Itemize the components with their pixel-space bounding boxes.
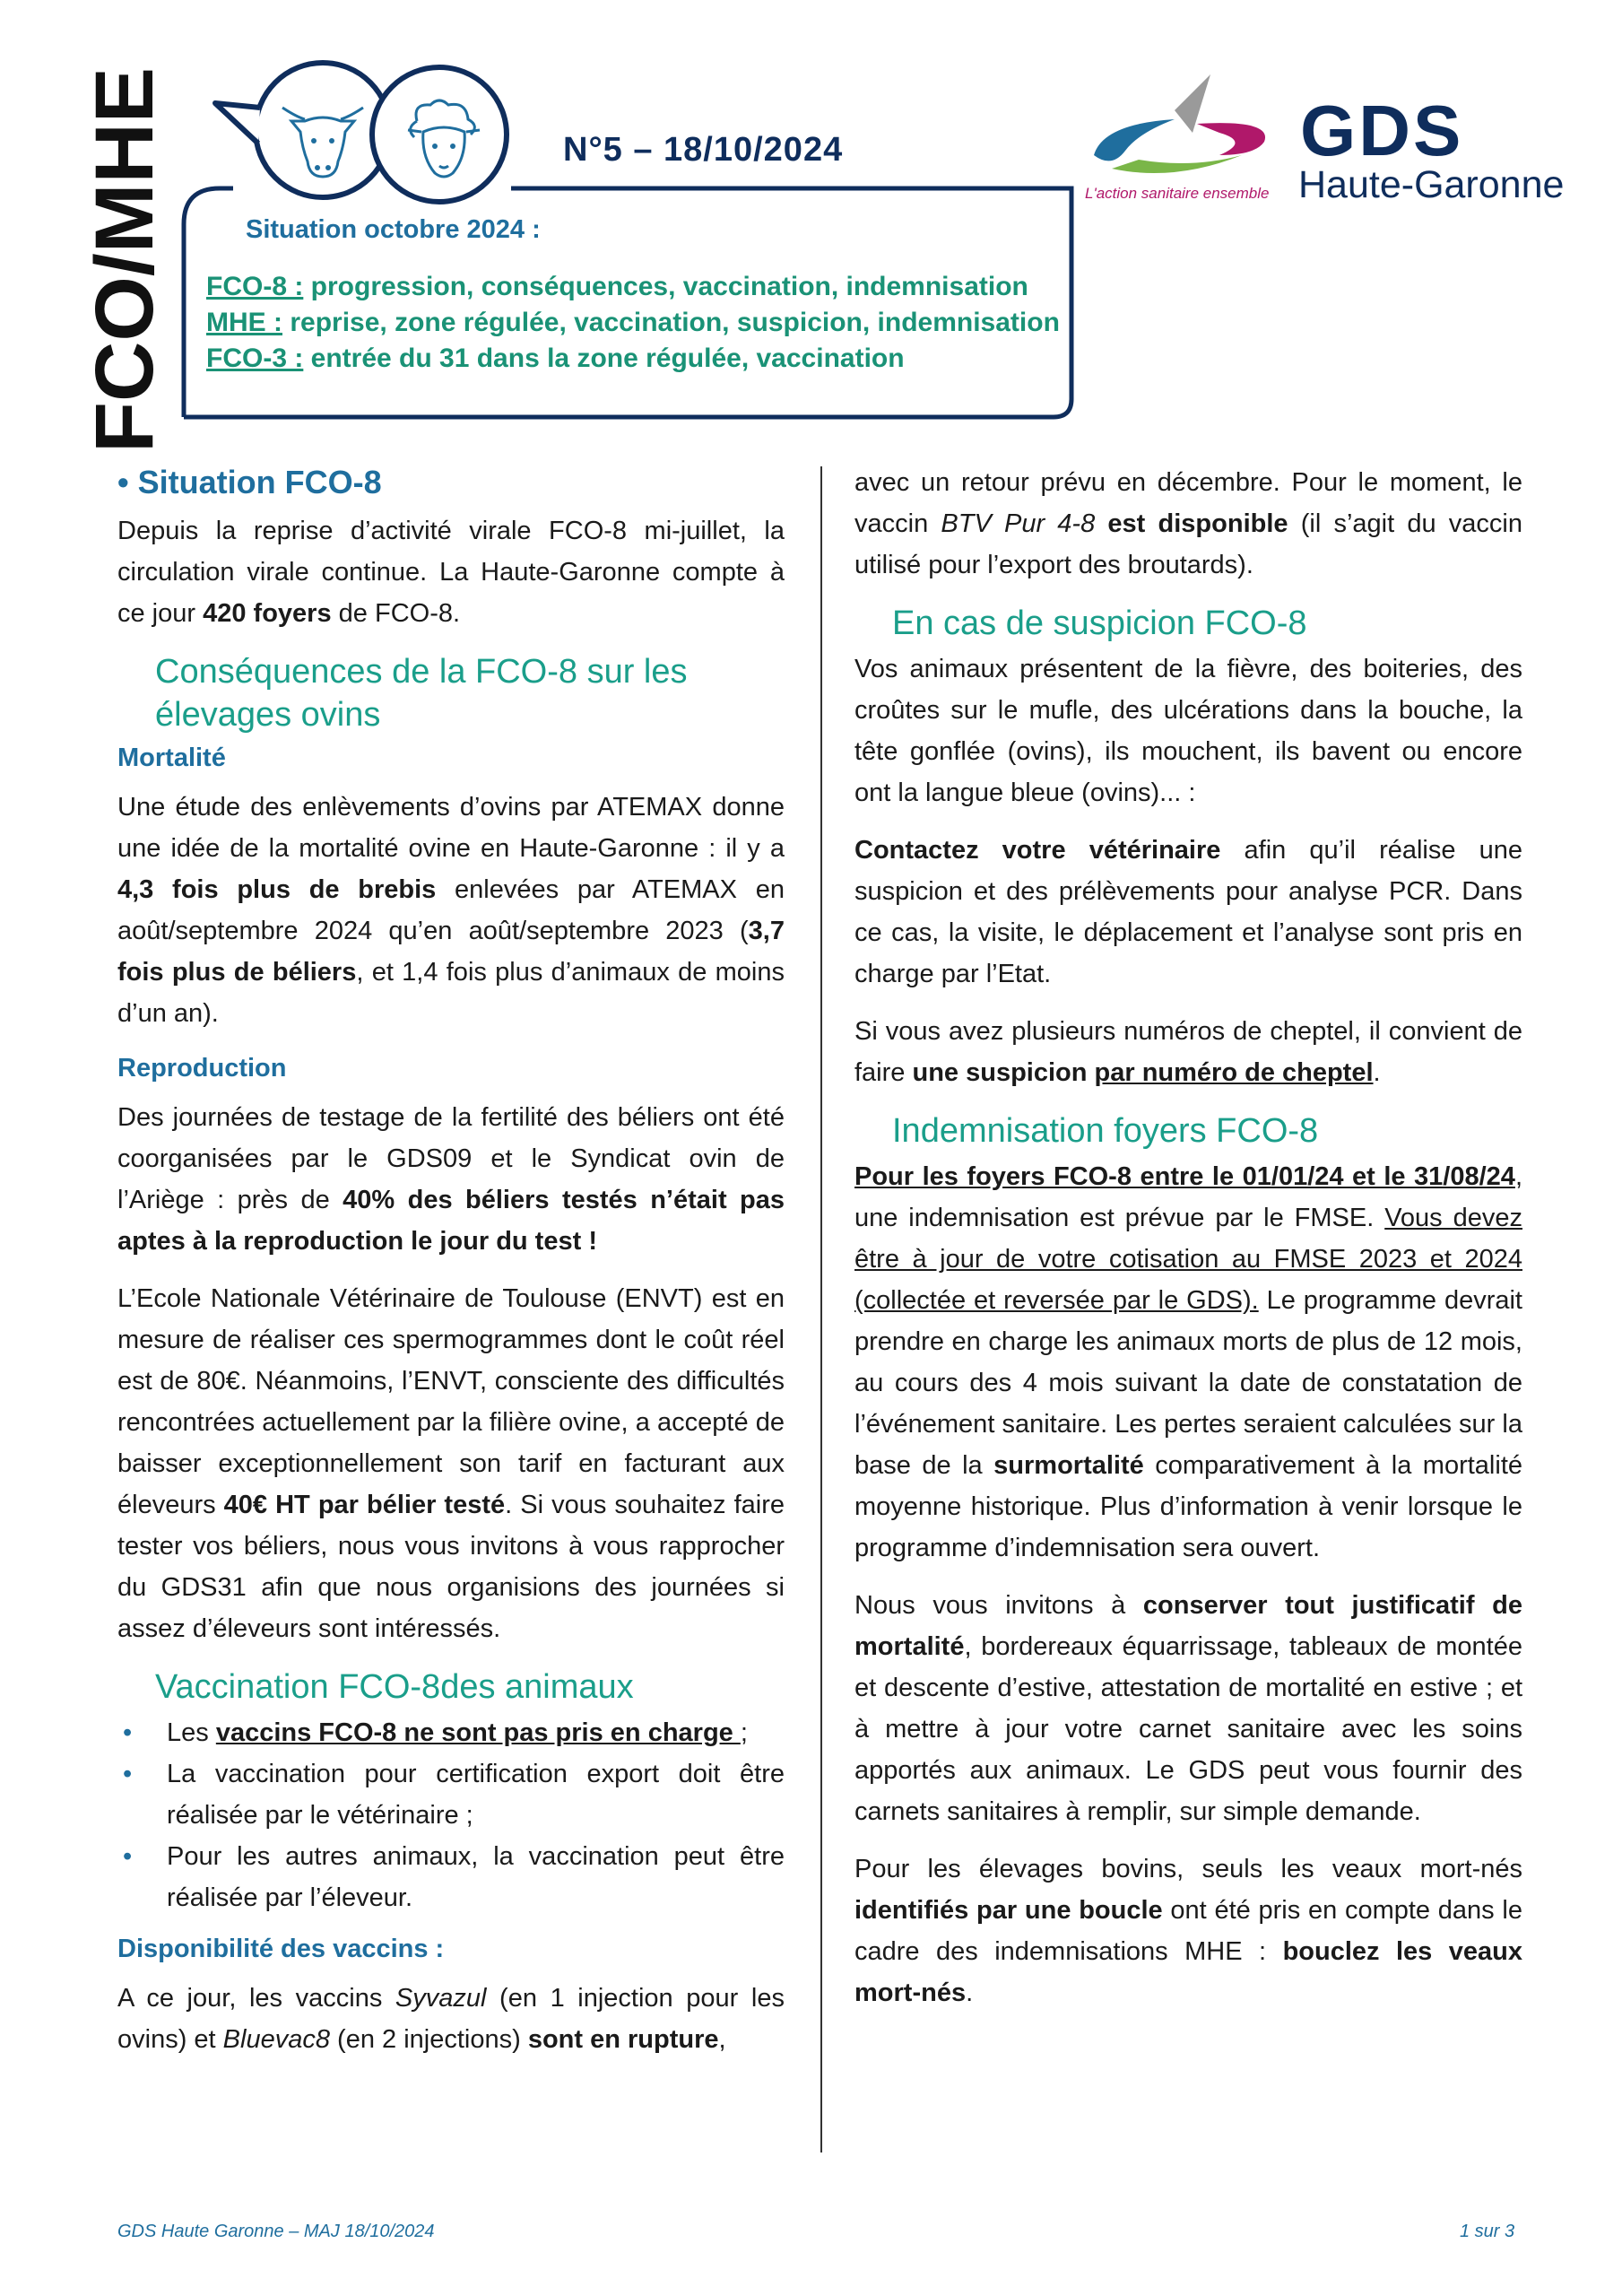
paragraph-indemn-1 bbox=[854, 1156, 1522, 1569]
text: (en 2 injections) bbox=[329, 2025, 528, 2054]
heading-reproduction: Reproduction bbox=[117, 1054, 287, 1083]
summary-list bbox=[206, 269, 1060, 377]
summary-key: MHE : bbox=[206, 308, 282, 337]
bold-text: Contactez votre vétérinaire bbox=[854, 836, 1221, 865]
paragraph-mortalite bbox=[117, 787, 785, 1034]
gds-logo bbox=[1085, 70, 1569, 213]
italic-text: BTV Pur 4-8 bbox=[941, 509, 1096, 538]
paragraph-continuation bbox=[854, 462, 1522, 586]
text: Vous devez être à jour de votre cotisation au FMSE 2023 et 2024 (collectée et reversée par le GDS). bbox=[854, 1204, 1522, 1315]
summary-text: entrée du 31 dans la zone régulée, vaccination bbox=[303, 344, 905, 373]
heading-vaccination: Vaccination FCO-8des animaux bbox=[155, 1668, 634, 1706]
heading-mortalite: Mortalité bbox=[117, 744, 226, 772]
paragraph-dispo bbox=[117, 1978, 785, 2060]
bold-text: 420 foyers bbox=[203, 599, 332, 628]
section-title bbox=[117, 462, 785, 503]
summary-line-fco8 bbox=[206, 269, 1060, 305]
paragraph-suspicion-3 bbox=[854, 1011, 1522, 1093]
summary-text: reprise, zone régulée, vaccination, suspicion, indemnisation bbox=[282, 308, 1060, 337]
text: (en 1 injection pour les ovins) et bbox=[117, 1984, 785, 2054]
paragraph-repro-1 bbox=[117, 1097, 785, 1262]
heading-dispo: Disponibilité des vaccins : bbox=[117, 1935, 445, 1963]
summary-line-fco3 bbox=[206, 341, 1060, 377]
bold-text: est disponible bbox=[1107, 509, 1288, 538]
text: de FCO-8. bbox=[331, 599, 461, 628]
logo-region: Haute-Garonne bbox=[1298, 163, 1565, 206]
text: enlevées par ATEMAX en août/septembre 2024 qu’en août/septembre 2023 ( bbox=[117, 875, 785, 945]
bold-text: une suspicion bbox=[912, 1058, 1095, 1087]
page-number: 1 sur 3 bbox=[1460, 2222, 1515, 2241]
text: (il s’agit du vaccin utilisé pour l’export des broutards). bbox=[854, 509, 1522, 579]
summary-key: FCO-8 : bbox=[206, 272, 304, 301]
text bbox=[1095, 509, 1107, 538]
italic-text: Bluevac8 bbox=[222, 2025, 330, 2054]
list-item bbox=[117, 1712, 785, 1753]
cow-icon bbox=[273, 94, 372, 184]
list-item: • La vaccination pour certification export doit être réalisée par le vétérinaire ; bbox=[117, 1753, 785, 1836]
text: Nous vous invitons à bbox=[854, 1591, 1143, 1620]
paragraph-suspicion-1: Vos animaux présentent de la fièvre, des boiteries, des croûtes sur le mufle, des ulcérations dans la bouche, la tête gonflée (ovins), ils mouchent, ils bavent ou encore ont la langue bleue (ovins)... : bbox=[854, 655, 1522, 807]
bold-text: conserver tout justificatif de mortalité bbox=[854, 1591, 1522, 1661]
bold-text: sont en rupture bbox=[527, 2025, 719, 2054]
bold-text: identifiés par une boucle bbox=[854, 1896, 1163, 1925]
paragraph-situation bbox=[117, 510, 785, 634]
text: Si vous avez plusieurs numéros de cheptel, il convient de faire bbox=[854, 1017, 1522, 1087]
bold-text: surmortalité bbox=[993, 1451, 1144, 1480]
paragraph-indemn-2 bbox=[854, 1585, 1522, 1832]
italic-text: Syvazul bbox=[395, 1984, 487, 2013]
text: . Si vous souhaitez faire tester vos béliers, nous vous invitons à vous rapprocher du GDS31 afin que nous organisions des journées si assez d’éleveurs sont intéressés. bbox=[117, 1491, 785, 1643]
text: , bbox=[718, 2025, 726, 2054]
left-column bbox=[117, 462, 785, 2076]
issue-number: N°5 – 18/10/2024 bbox=[563, 131, 844, 169]
text: Le programme devrait prendre en charge les animaux morts de plus de 12 mois, au cours des 4 mois suivant la date de constatation de l’événement sanitaire. Les pertes seraient calculées sur la base de la bbox=[854, 1286, 1522, 1480]
logo-name: GDS bbox=[1300, 91, 1464, 170]
vertical-title-text: FCO/MHE bbox=[79, 72, 169, 453]
text: ont été pris en compte dans le cadre des indemnisations MHE : bbox=[854, 1896, 1522, 1966]
text: L’Ecole Nationale Vétérinaire de Toulouse (ENVT) est en mesure de réaliser ces spermogrammes dont le coût réel est de 80€. Néanmoins, l’ENVT, consciente des difficultés rencontrées actuellement par la filière ovine, a accepté de baisser exceptionnellement son tarif en facturant aux éleveurs bbox=[117, 1284, 785, 1519]
section-title-text: Situation FCO-8 bbox=[137, 464, 382, 500]
text: afin qu’il réalise une suspicion et des prélèvements pour analyse PCR. Dans ce cas, la visite, le déplacement et l’analyse sont pris en charge par l’Etat. bbox=[854, 836, 1522, 988]
text: Depuis la reprise d’activité virale FCO-8 mi-juillet, la circulation virale continue. La Haute-Garonne compte à ce jour bbox=[117, 517, 785, 628]
text: Une étude des enlèvements d’ovins par ATEMAX donne une idée de la mortalité ovine en Haute-Garonne : il y a bbox=[117, 793, 785, 863]
sheep-icon bbox=[395, 94, 493, 184]
text: . bbox=[966, 1979, 974, 2007]
bold-text: 40% des béliers testés n’était pas aptes à la reproduction le jour du test ! bbox=[117, 1186, 785, 1256]
summary-text: progression, conséquences, vaccination, indemnisation bbox=[303, 272, 1028, 301]
text: Pour les élevages bovins, seuls les veaux mort-nés bbox=[854, 1855, 1522, 1883]
heading-indemnisation: Indemnisation foyers FCO-8 bbox=[892, 1112, 1319, 1150]
bold-text: 40€ HT par bélier testé bbox=[223, 1491, 506, 1519]
logo-tagline: L'action sanitaire ensemble bbox=[1085, 185, 1270, 202]
summary-key: FCO-3 : bbox=[206, 344, 304, 373]
column-divider bbox=[820, 466, 822, 2152]
text: avec un retour prévu en décembre. Pour le moment, le vaccin bbox=[854, 468, 1522, 538]
text: A ce jour, les vaccins bbox=[117, 1984, 395, 2013]
right-column bbox=[854, 462, 1522, 2030]
heading-consequences: Conséquences de la FCO-8 sur les élevages ovins bbox=[155, 653, 688, 734]
text: . bbox=[1373, 1058, 1381, 1087]
paragraph-suspicion-2 bbox=[854, 830, 1522, 995]
heading-suspicion: En cas de suspicion FCO-8 bbox=[892, 604, 1307, 642]
text: Des journées de testage de la fertilité des béliers ont été coorganisées par le GDS09 et le Syndicat ovin de l’Ariège : près de bbox=[117, 1103, 785, 1214]
paragraph-indemn-3 bbox=[854, 1848, 1522, 2013]
summary-line-mhe bbox=[206, 305, 1060, 341]
text: Les bbox=[167, 1718, 216, 1747]
vaccination-list bbox=[117, 1712, 785, 1918]
text: , bordereaux équarrissage, tableaux de montée et descente d’estive, attestation de mortalité en estive ; et à mettre à jour votre carnet sanitaire avec les soins apportés aux animaux. Le GDS peut vous fournir des carnets sanitaires à remplir, sur simple demande. bbox=[854, 1632, 1522, 1826]
bold-text: Pour les foyers FCO-8 entre le 01/01/24 et le 31/08/24 bbox=[854, 1162, 1515, 1191]
bold-text: 3,7 fois plus de béliers bbox=[117, 917, 785, 987]
bold-text: vaccins FCO-8 ne sont pas pris en charge bbox=[215, 1718, 741, 1747]
text: , et 1,4 fois plus d’animaux de moins d’un an). bbox=[117, 958, 785, 1028]
vertical-title bbox=[79, 63, 169, 457]
bold-text: 4,3 fois plus de brebis bbox=[117, 875, 437, 904]
text: ; bbox=[740, 1718, 748, 1747]
paragraph-repro-2 bbox=[117, 1278, 785, 1649]
footer-left: GDS Haute Garonne – MAJ 18/10/2024 bbox=[117, 2222, 435, 2241]
text: comparativement à la mortalité moyenne historique. Plus d’information à venir lorsque le programme d’indemnisation sera ouvert. bbox=[854, 1451, 1522, 1562]
list-item: • Pour les autres animaux, la vaccination peut être réalisée par l’éleveur. bbox=[117, 1836, 785, 1918]
bold-text: bouclez les veaux mort-nés bbox=[854, 1937, 1522, 2007]
text: , une indemnisation est prévue par le FMSE. bbox=[854, 1162, 1522, 1232]
bullet-icon: • bbox=[117, 464, 129, 500]
bold-text: par numéro de cheptel bbox=[1094, 1058, 1374, 1087]
gds-logo-mark bbox=[1085, 70, 1291, 187]
summary-title: Situation octobre 2024 : bbox=[246, 215, 541, 244]
